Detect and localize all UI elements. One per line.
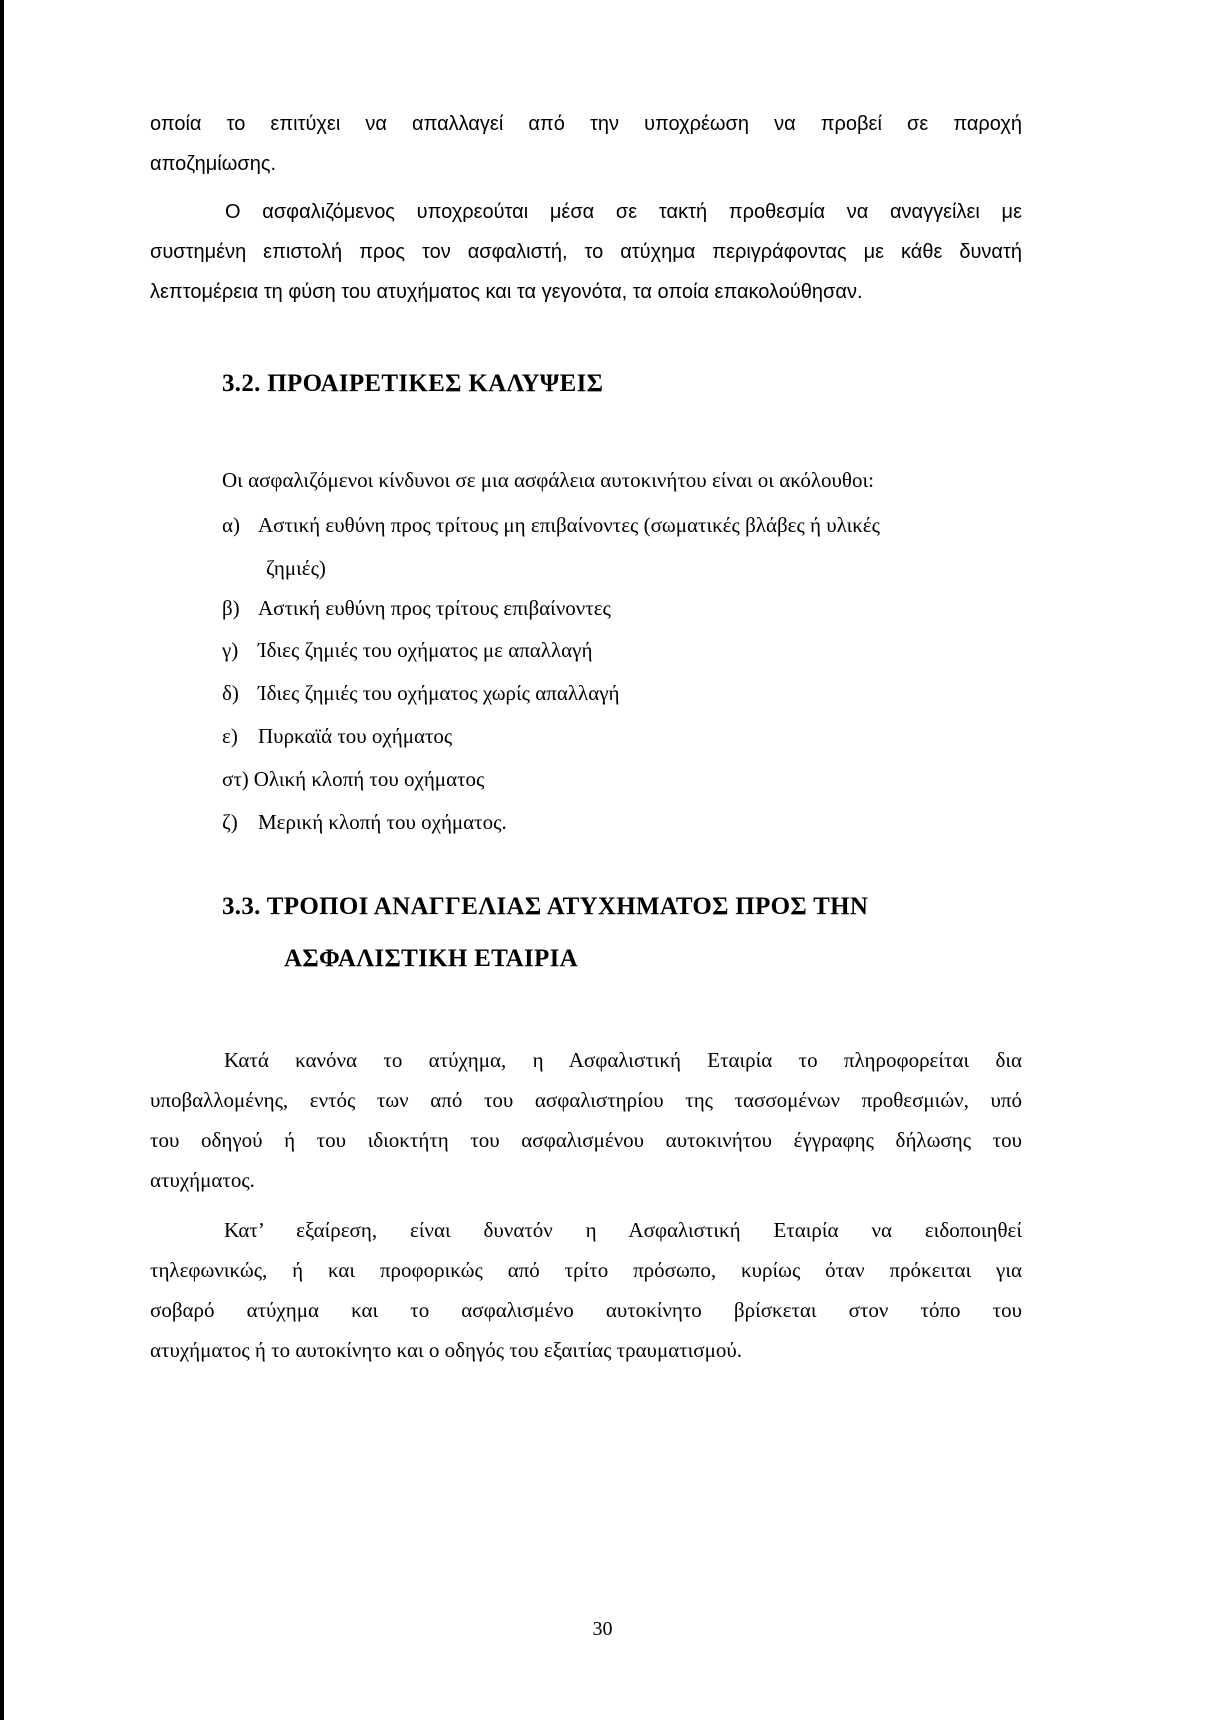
list-marker: δ) bbox=[222, 681, 239, 705]
list-marker: β) bbox=[222, 596, 240, 620]
paragraph-line: συστημένη επιστολή προς τον ασφαλιστή, το ατύχημα περιγράφοντας με κάθε δυνατή bbox=[150, 241, 1022, 263]
paragraph-line: υποβαλλομένης, εντός των από του ασφαλιστηρίου της τασσομένων προθεσμιών, υπό bbox=[150, 1088, 1022, 1112]
section-3-3-paragraph-2 bbox=[150, 1210, 1022, 1370]
paragraph-line: Κατ’ εξαίρεση, είναι δυνατόν η Ασφαλιστική Εταιρία να ειδοποιηθεί bbox=[224, 1218, 1022, 1242]
list-item-text: Πυρκαϊά του οχήματος bbox=[258, 724, 453, 748]
list-item bbox=[222, 630, 592, 670]
paragraph-line: τηλεφωνικώς, ή και προφορικώς από τρίτο πρόσωπο, κυρίως όταν πρόκειται για bbox=[150, 1258, 1022, 1282]
paragraph-line: ατυχήματος. bbox=[150, 1168, 255, 1192]
list-item bbox=[222, 673, 619, 713]
paragraph-line: ατυχήματος ή το αυτοκίνητο και ο οδηγός του εξαιτίας τραυματισμού. bbox=[150, 1338, 743, 1362]
list-item bbox=[222, 759, 484, 799]
paragraph-line: οποία το επιτύχει να απαλλαγεί από την υποχρέωση να προβεί σε παροχή bbox=[150, 113, 1022, 135]
list-item-text: Ίδιες ζημιές του οχήματος με απαλλαγή bbox=[258, 638, 593, 662]
paragraph-line: λεπτομέρεια τη φύση του ατυχήματος και τα γεγονότα, τα οποία επακολούθησαν. bbox=[150, 281, 863, 303]
notice-paragraph bbox=[150, 192, 1022, 312]
intro-paragraph bbox=[150, 104, 1022, 184]
section-3-3-paragraph-1 bbox=[150, 1040, 1022, 1200]
section-intro: Οι ασφαλιζόμενοι κίνδυνοι σε μια ασφάλεια αυτοκινήτου είναι οι ακόλουθοι: bbox=[222, 468, 874, 492]
list-marker: γ) bbox=[222, 638, 239, 662]
list-item-continuation: ζημιές) bbox=[266, 556, 326, 580]
list-item bbox=[222, 716, 452, 756]
list-item bbox=[222, 802, 507, 842]
list-item-text: Ολική κλοπή του οχήματος bbox=[253, 767, 485, 791]
paragraph-line: Ο ασφαλιζόμενος υποχρεούται μέσα σε τακτή προθεσμία να αναγγείλει με bbox=[225, 201, 1022, 223]
section-heading-3-2: 3.2. ΠΡΟΑΙΡΕΤΙΚΕΣ ΚΑΛΥΨΕΙΣ bbox=[222, 370, 604, 397]
paragraph-line: αποζημίωσης. bbox=[150, 153, 277, 175]
scan-edge bbox=[0, 0, 4, 1720]
list-item-text: Αστική ευθύνη προς τρίτους μη επιβαίνοντες (σωματικές βλάβες ή υλικές bbox=[258, 513, 880, 537]
list-marker: ε) bbox=[222, 724, 238, 748]
list-marker: ζ) bbox=[222, 810, 238, 834]
paragraph-line: Κατά κανόνα το ατύχημα, η Ασφαλιστική Εταιρία το πληροφορείται δια bbox=[224, 1048, 1022, 1072]
list-item bbox=[222, 588, 611, 628]
paragraph-line: του οδηγού ή του ιδιοκτήτη του ασφαλισμένου αυτοκινήτου έγγραφης δήλωσης του bbox=[150, 1128, 1022, 1152]
list-marker: στ) bbox=[222, 767, 249, 791]
section-heading-3-3-continuation: ΑΣΦΑΛΙΣΤΙΚΗ ΕΤΑΙΡΙΑ bbox=[284, 945, 579, 972]
list-marker: α) bbox=[222, 513, 240, 537]
list-item-text: Ίδιες ζημιές του οχήματος χωρίς απαλλαγή bbox=[258, 681, 620, 705]
list-item bbox=[222, 505, 880, 545]
section-heading-3-3: 3.3. ΤΡΟΠΟΙ ΑΝΑΓΓΕΛΙΑΣ ΑΤΥΧΗΜΑΤΟΣ ΠΡΟΣ ΤΗΝ bbox=[222, 893, 869, 920]
list-item-text: Αστική ευθύνη προς τρίτους επιβαίνοντες bbox=[258, 596, 611, 620]
page-number: 30 bbox=[592, 1618, 613, 1640]
list-item-text: Μερική κλοπή του οχήματος. bbox=[258, 810, 507, 834]
paragraph-line: σοβαρό ατύχημα και το ασφαλισμένο αυτοκίνητο βρίσκεται στον τόπο του bbox=[150, 1298, 1022, 1322]
